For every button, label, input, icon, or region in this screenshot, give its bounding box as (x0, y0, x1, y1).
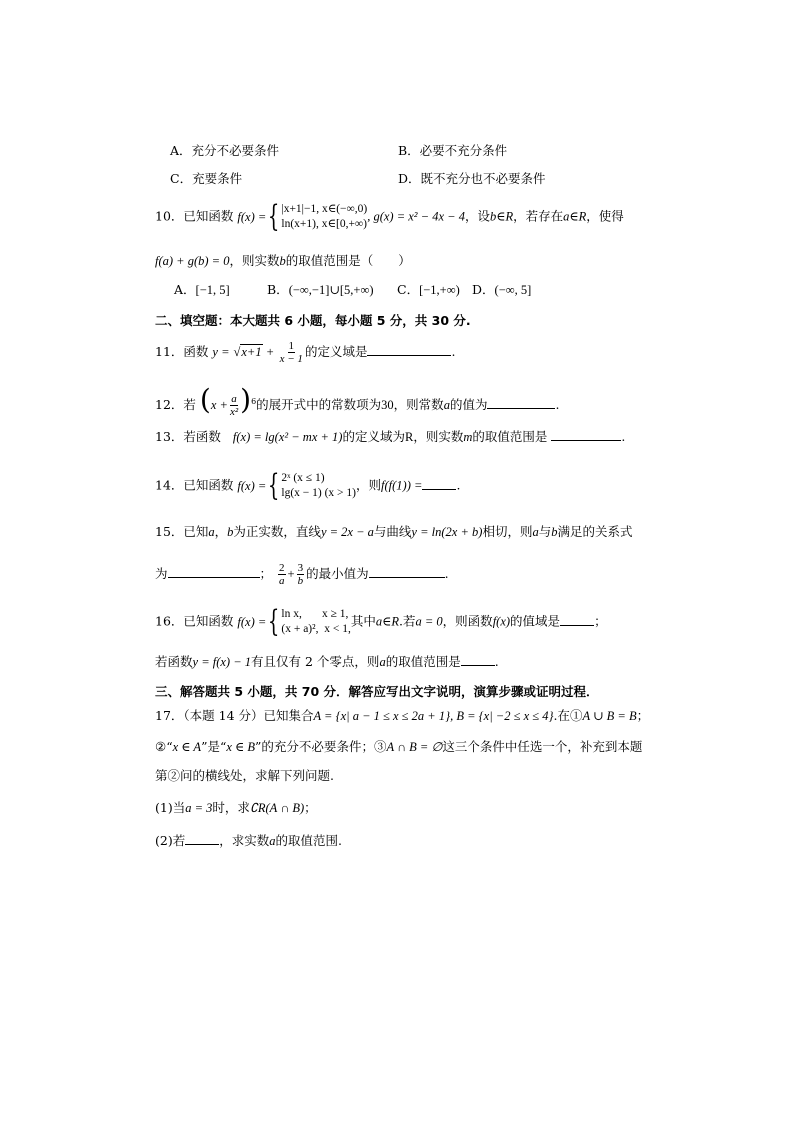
q9-option-c: C．充要条件 (170, 171, 243, 186)
q17-answer-blank[interactable] (185, 832, 219, 845)
q17-line2: ②“x ∈ A”是“x ∈ B”的充分不必要条件；③A ∩ B = ∅这三个条件中任选一个，补充到本题 (155, 739, 643, 754)
section-2-heading: 二、填空题：本大题共 6 小题，每小题 5 分，共 30 分. (155, 313, 471, 328)
q17-line3: 第②问的横线处，求解下列问题. (155, 768, 334, 783)
q10-option-d: D．(−∞, 5] (472, 282, 532, 297)
q14-answer-blank[interactable] (422, 477, 456, 490)
q17-part2: (2)若 ，求实数a的取值范围. (155, 833, 342, 848)
q14: 14．已知函数 f(x) = { 2ˣ (x ≤ 1) lg(x − 1) (x > 1) ，则f(f(1)) = . (155, 468, 461, 503)
q17-line1: 17．（本题 14 分）已知集合A = {x| a − 1 ≤ x ≤ 2a + 1}, B = {x| −2 ≤ x ≤ 4}.在①A ∪ B = B； (155, 708, 650, 723)
q15-answer-blank-2[interactable] (369, 565, 445, 578)
q10-line1: 10．已知函数 f(x) = { |x+1|−1, x∈(−∞,0) ln(x+1), x∈[0,+∞) , g(x) = x² − 4x − 4，设b∈R，若存在a∈R，使得 (155, 199, 624, 234)
q16-line1: 16．已知函数 f(x) = { ln x, x ≥ 1, (x + a)², x < 1, 其中a∈R.若a = 0，则函数f(x)的值域是 ； (155, 604, 607, 639)
q16-answer-blank-2[interactable] (461, 653, 495, 666)
q15-line1: 15．已知a，b为正实数，直线y = 2x − a与曲线y = ln(2x + b)相切，则a与b满足的关系式 (155, 524, 633, 539)
section-3-heading: 三、解答题共 5 小题，共 70 分．解答应写出文字说明，演算步骤或证明过程． (155, 684, 599, 699)
q11-answer-blank[interactable] (367, 343, 451, 356)
q10-option-c: C．[−1,+∞) (397, 282, 460, 297)
q9-option-d: D．既不充分也不必要条件 (398, 171, 546, 186)
q10-option-a: A．[−1, 5] (174, 282, 230, 297)
q15-answer-blank-1[interactable] (168, 565, 260, 578)
q9-option-b: B．必要不充分条件 (398, 143, 508, 158)
q16-line2: 若函数y = f(x) − 1有且仅有 2 个零点，则a的取值范围是 . (155, 654, 499, 669)
q11: 11．函数 y = √x+1 + $\frac{1}{x - 1}$ 的定义域是 . (155, 340, 456, 365)
q16-answer-blank-1[interactable] (560, 613, 594, 626)
q12: 12．若 (x + $\frac{a}{\text{x²}}$ )$^6$的展开式中的常数项为30，则常数a的值为 . (155, 383, 560, 418)
q10-line2: f(a) + g(b) = 0，则实数b的取值范围是（ ） (155, 253, 411, 268)
q15-line2: 为 ； $\frac{2}{a}$ + $\frac{3}{b}$ 的最小值为 . (155, 562, 449, 587)
q10-option-b: B．(−∞,−1]∪[5,+∞) (267, 282, 374, 297)
q9-option-a: A．充分不必要条件 (170, 143, 280, 158)
q13-answer-blank[interactable] (551, 428, 621, 441)
q13: 13．若函数 f(x) = lg(x² − mx + 1)的定义域为R，则实数m的取值范围是 . (155, 429, 626, 444)
q17-part1: (1)当a = 3时，求∁R(A ∩ B)； (155, 800, 317, 815)
q12-answer-blank[interactable] (487, 396, 555, 409)
